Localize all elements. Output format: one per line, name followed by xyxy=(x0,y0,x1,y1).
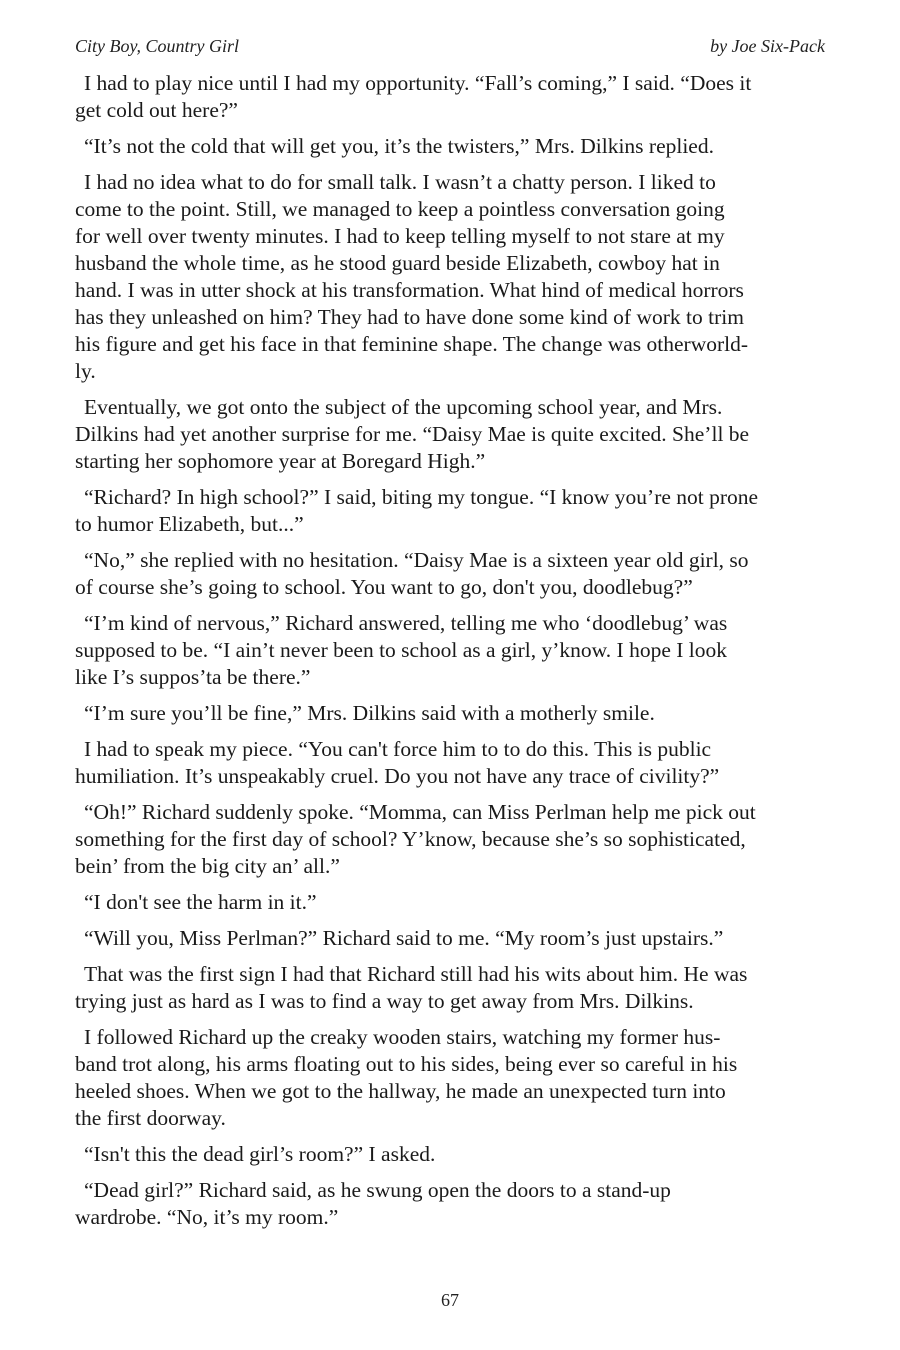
running-header xyxy=(75,36,825,60)
text-line: “I don't see the harm in it.” xyxy=(84,890,317,914)
text-line: husband the whole time, as he stood guard beside Elizabeth, cowboy hat in xyxy=(75,251,720,275)
text-line: “I’m kind of nervous,” Richard answered, telling me who ‘doodlebug’ was xyxy=(84,611,728,635)
text-line: supposed to be. “I ain’t never been to school as a girl, y’know. I hope I look xyxy=(75,638,728,662)
text-line: starting her sophomore year at Boregard High.” xyxy=(75,449,486,473)
text-line: heeled shoes. When we got to the hallway, he made an unexpected turn into xyxy=(75,1079,726,1103)
paragraph xyxy=(75,925,835,952)
text-line: wardrobe. “No, it’s my room.” xyxy=(75,1205,339,1229)
text-line: the first doorway. xyxy=(75,1106,226,1130)
text-line: “Isn't this the dead girl’s room?” I asked. xyxy=(84,1142,436,1166)
paragraph xyxy=(75,1141,835,1168)
paragraph xyxy=(75,736,835,790)
text-line: “Richard? In high school?” I said, biting my tongue. “I know you’re not prone xyxy=(84,485,759,509)
paragraph xyxy=(75,394,835,475)
text-line: Eventually, we got onto the subject of the upcoming school year, and Mrs. xyxy=(84,395,723,419)
paragraph xyxy=(75,547,835,601)
paragraph xyxy=(75,799,835,880)
text-line: something for the first day of school? Y’know, because she’s so sophisticated, xyxy=(75,827,746,851)
text-line: Dilkins had yet another surprise for me. “Daisy Mae is quite excited. She’ll be xyxy=(75,422,750,446)
text-line: “Will you, Miss Perlman?” Richard said to me. “My room’s just upstairs.” xyxy=(84,926,724,950)
text-line: I followed Richard up the creaky wooden stairs, watching my former hus- xyxy=(84,1025,721,1049)
text-line: “Oh!” Richard suddenly spoke. “Momma, can Miss Perlman help me pick out xyxy=(84,800,756,824)
text-line: “No,” she replied with no hesitation. “Daisy Mae is a sixteen year old girl, so xyxy=(84,548,749,572)
book-title: City Boy, Country Girl xyxy=(75,36,239,56)
paragraph xyxy=(75,1177,835,1231)
paragraph xyxy=(75,133,835,160)
paragraph xyxy=(75,70,835,124)
text-line: band trot along, his arms floating out to his sides, being ever so careful in his xyxy=(75,1052,738,1076)
paragraph xyxy=(75,961,835,1015)
text-line: humiliation. It’s unspeakably cruel. Do you not have any trace of civility?” xyxy=(75,764,720,788)
page-body xyxy=(75,70,835,1240)
paragraph xyxy=(75,610,835,691)
text-line: I had no idea what to do for small talk. I wasn’t a chatty person. I liked to xyxy=(84,170,716,194)
text-line: “Dead girl?” Richard said, as he swung open the doors to a stand-up xyxy=(84,1178,671,1202)
page-number: 67 xyxy=(441,1290,459,1310)
text-line: I had to speak my piece. “You can't force him to to do this. This is public xyxy=(84,737,712,761)
text-line: “It’s not the cold that will get you, it’s the twisters,” Mrs. Dilkins replied. xyxy=(84,134,714,158)
text-line: come to the point. Still, we managed to keep a pointless conversation going xyxy=(75,197,725,221)
paragraph xyxy=(75,1024,835,1132)
text-line: I had to play nice until I had my opportunity. “Fall’s coming,” I said. “Does it xyxy=(84,71,752,95)
paragraph xyxy=(75,169,835,385)
text-line: hand. I was in utter shock at his transformation. What hind of medical horrors xyxy=(75,278,744,302)
text-line: get cold out here?” xyxy=(75,98,238,122)
paragraph xyxy=(75,700,835,727)
text-line: like I’s suppos’ta be there.” xyxy=(75,665,311,689)
text-line: of course she’s going to school. You want to go, don't you, doodlebug?” xyxy=(75,575,693,599)
paragraph xyxy=(75,889,835,916)
text-line: has they unleashed on him? They had to have done some kind of work to trim xyxy=(75,305,744,329)
author-name: by Joe Six-Pack xyxy=(710,36,825,56)
text-line: his figure and get his face in that feminine shape. The change was otherworld- xyxy=(75,332,749,356)
text-line: That was the first sign I had that Richard still had his wits about him. He was xyxy=(84,962,748,986)
text-line: to humor Elizabeth, but...” xyxy=(75,512,304,536)
text-line: ly. xyxy=(75,359,96,383)
text-line: trying just as hard as I was to find a way to get away from Mrs. Dilkins. xyxy=(75,989,694,1013)
text-line: “I’m sure you’ll be fine,” Mrs. Dilkins said with a motherly smile. xyxy=(84,701,655,725)
text-line: for well over twenty minutes. I had to keep telling myself to not stare at my xyxy=(75,224,725,248)
text-line: bein’ from the big city an’ all.” xyxy=(75,854,340,878)
paragraph xyxy=(75,484,835,538)
